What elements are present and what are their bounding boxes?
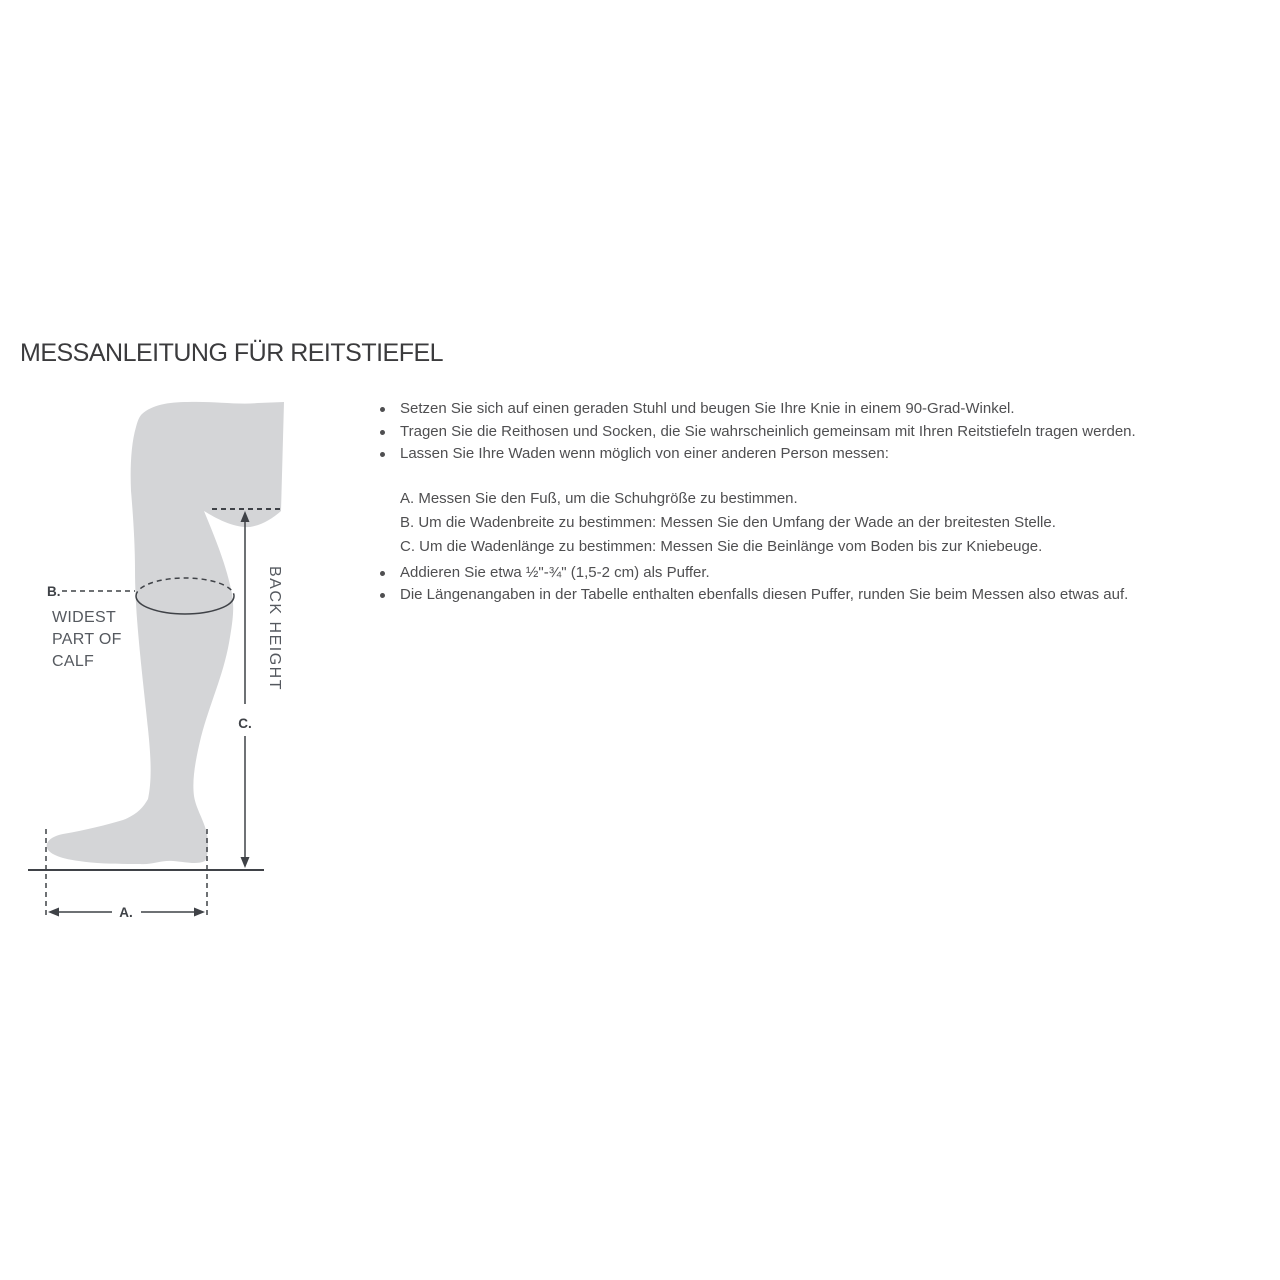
- label-c: C.: [238, 716, 252, 731]
- leg-measurement-diagram: [20, 390, 320, 930]
- instruction-text: Addieren Sie etwa ½"-¾" (1,5-2 cm) als Puffer.: [400, 563, 710, 581]
- label-b: B.: [47, 584, 61, 599]
- instructions-block: [376, 398, 1226, 607]
- arrowhead-down: [241, 857, 250, 868]
- label-widest-line3: CALF: [52, 653, 95, 670]
- arrowhead-right: [194, 908, 205, 917]
- leg-diagram-svg: [20, 390, 320, 930]
- bullet-dot: [380, 593, 385, 598]
- label-widest-line1: WIDEST: [52, 609, 117, 626]
- list-item: [376, 584, 1226, 607]
- label-widest-line2: PART OF: [52, 631, 122, 648]
- list-item: [376, 421, 1226, 444]
- label-back-height: BACK HEIGHT: [266, 566, 283, 691]
- bullet-dot: [380, 407, 385, 412]
- list-item: [376, 443, 1226, 466]
- bullet-dot: [380, 571, 385, 576]
- measure-steps: [376, 487, 1226, 559]
- instruction-text: Tragen Sie die Reithosen und Socken, die Sie wahrscheinlich gemeinsam mit Ihren Reitstiefeln tragen werden.: [400, 422, 1136, 440]
- label-a: A.: [119, 905, 133, 920]
- instruction-list-bottom: [376, 562, 1226, 607]
- instruction-text: Lassen Sie Ihre Waden wenn möglich von einer anderen Person messen:: [400, 445, 889, 462]
- instruction-list-top: [376, 398, 1226, 466]
- step-line-a: A. Messen Sie den Fuß, um die Schuhgröße zu bestimmen.: [400, 489, 798, 507]
- step-line-c: C. Um die Wadenlänge zu bestimmen: Messen Sie die Beinlänge vom Boden bis zur Kniebeuge.: [400, 537, 1043, 555]
- bullet-dot: [380, 452, 385, 457]
- instruction-text: Setzen Sie sich auf einen geraden Stuhl und beugen Sie Ihre Knie in einem 90-Grad-Winkel.: [400, 400, 1015, 417]
- instruction-text: Die Längenangaben in der Tabelle enthalten ebenfalls diesen Puffer, runden Sie beim Messen also etwas auf.: [400, 586, 1129, 603]
- step-line-b: B. Um die Wadenbreite zu bestimmen: Messen Sie den Umfang der Wade an der breitesten Stelle.: [400, 513, 1056, 531]
- page-title: MESSANLEITUNG FÜR REITSTIEFEL: [20, 339, 444, 367]
- arrowhead-left: [48, 908, 59, 917]
- list-item: [376, 562, 1226, 585]
- bullet-dot: [380, 430, 385, 435]
- list-item: [376, 398, 1226, 421]
